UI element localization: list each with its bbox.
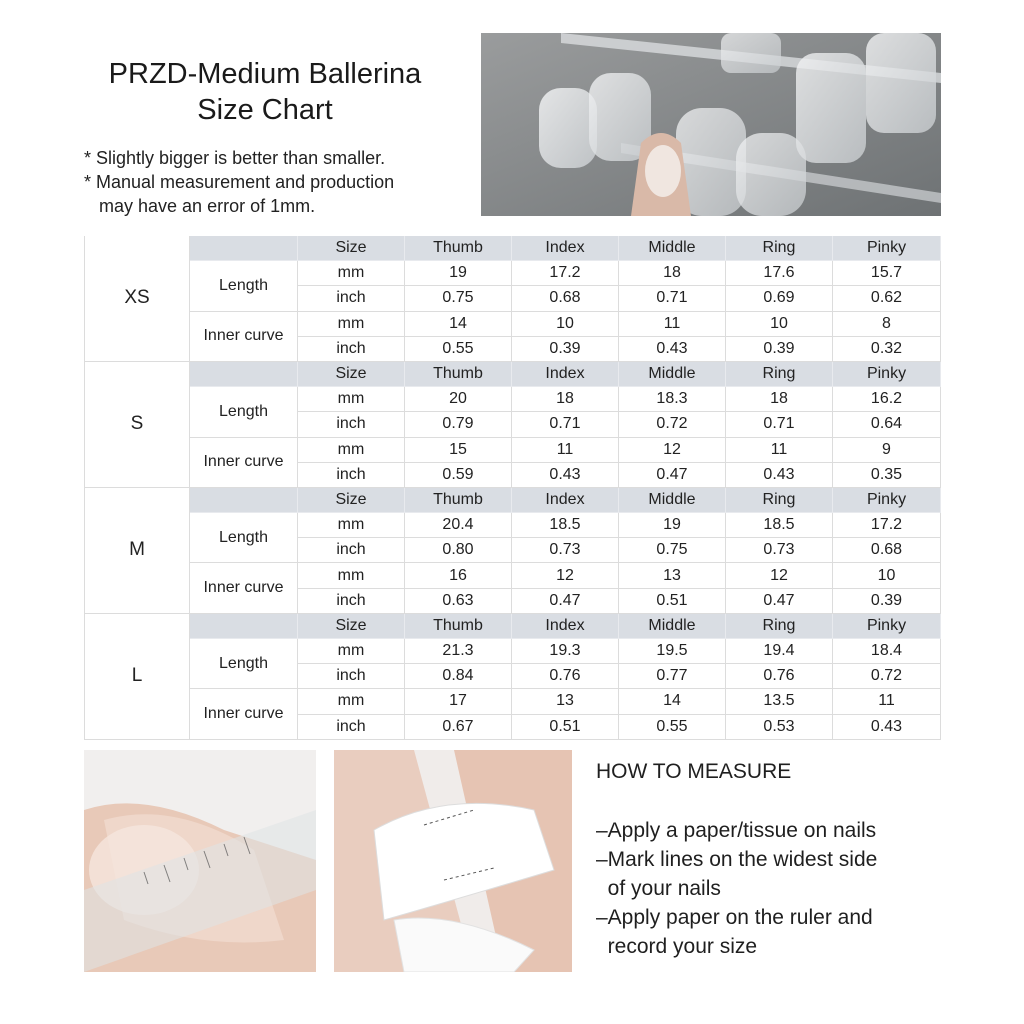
table-cell: 0.59 (405, 463, 512, 488)
header-cell: Pinky (833, 362, 941, 387)
table-cell: 0.71 (512, 412, 619, 437)
table-cell: 0.39 (512, 337, 619, 362)
how-to-measure-steps (596, 816, 877, 961)
step-line: –Mark lines on the widest side (596, 848, 878, 871)
row-label-inner-curve: Inner curve (190, 438, 298, 488)
table-cell: 11 (833, 689, 941, 714)
header-cell: Index (512, 614, 619, 639)
header-cell: Pinky (833, 488, 941, 513)
table-cell: 19 (619, 513, 726, 538)
size-table (84, 236, 941, 740)
table-cell: 16.2 (833, 387, 941, 412)
table-cell: 0.75 (405, 286, 512, 311)
table-cell: 0.68 (512, 286, 619, 311)
table-cell: 0.76 (726, 664, 833, 689)
step-line: –Apply paper on the ruler and (596, 906, 873, 929)
header-cell: Size (298, 488, 405, 513)
header-cell: Middle (619, 236, 726, 261)
size-label: S (84, 362, 190, 488)
table-cell: 12 (726, 563, 833, 588)
table-cell: 0.77 (619, 664, 726, 689)
header-blank-cell (190, 236, 298, 261)
title-line-2: Size Chart (197, 94, 333, 126)
table-cell: 0.79 (405, 412, 512, 437)
table-cell: 0.72 (619, 412, 726, 437)
header-cell: Middle (619, 362, 726, 387)
table-cell: 0.71 (619, 286, 726, 311)
header-blank-cell (190, 614, 298, 639)
table-cell: 17.6 (726, 261, 833, 286)
table-cell: 13 (619, 563, 726, 588)
press-on-nails-photo (481, 33, 941, 216)
table-cell: 0.43 (833, 715, 941, 740)
row-label-inner-curve: Inner curve (190, 689, 298, 739)
table-cell: 0.39 (726, 337, 833, 362)
table-cell: 0.75 (619, 538, 726, 563)
table-cell: 0.47 (512, 589, 619, 614)
header-cell: Index (512, 488, 619, 513)
header-cell: Index (512, 362, 619, 387)
table-cell: 19.4 (726, 639, 833, 664)
table-cell: inch (298, 589, 405, 614)
table-cell: 11 (726, 438, 833, 463)
table-cell: 10 (512, 312, 619, 337)
step-line: –Apply a paper/tissue on nails (596, 819, 877, 842)
size-label: L (84, 614, 190, 740)
table-cell: inch (298, 463, 405, 488)
table-cell: 17.2 (512, 261, 619, 286)
header-cell: Index (512, 236, 619, 261)
header-cell: Ring (726, 614, 833, 639)
table-cell: 0.53 (726, 715, 833, 740)
row-label-length: Length (190, 639, 298, 689)
table-cell: 17.2 (833, 513, 941, 538)
table-cell: inch (298, 412, 405, 437)
table-cell: 0.51 (512, 715, 619, 740)
table-cell: 0.84 (405, 664, 512, 689)
table-cell: 16 (405, 563, 512, 588)
table-cell: 11 (512, 438, 619, 463)
table-cell: 0.72 (833, 664, 941, 689)
table-cell: 19.3 (512, 639, 619, 664)
table-cell: 19 (405, 261, 512, 286)
header-cell: Size (298, 362, 405, 387)
row-label-inner-curve: Inner curve (190, 312, 298, 362)
table-cell: 0.43 (726, 463, 833, 488)
table-cell: 9 (833, 438, 941, 463)
table-cell: 0.47 (726, 589, 833, 614)
header-cell: Ring (726, 236, 833, 261)
note-line: may have an error of 1mm. (84, 196, 316, 216)
table-cell: 18 (512, 387, 619, 412)
note-line: * Slightly bigger is better than smaller. (84, 148, 386, 168)
table-cell: 0.69 (726, 286, 833, 311)
header-cell: Pinky (833, 236, 941, 261)
table-cell: 0.64 (833, 412, 941, 437)
step-line: of your nails (596, 877, 721, 900)
table-cell: inch (298, 337, 405, 362)
table-cell: 0.73 (726, 538, 833, 563)
header-cell: Thumb (405, 614, 512, 639)
table-cell: inch (298, 715, 405, 740)
table-cell: 12 (512, 563, 619, 588)
table-cell: 0.73 (512, 538, 619, 563)
header-blank-cell (190, 362, 298, 387)
table-cell: 13.5 (726, 689, 833, 714)
tissue-marking-photo (334, 750, 572, 972)
table-cell: 10 (726, 312, 833, 337)
header-cell: Thumb (405, 236, 512, 261)
table-cell: 0.43 (619, 337, 726, 362)
table-cell: 17 (405, 689, 512, 714)
notes (84, 146, 484, 218)
table-cell: 8 (833, 312, 941, 337)
table-cell: inch (298, 286, 405, 311)
row-label-length: Length (190, 387, 298, 437)
header-cell: Ring (726, 362, 833, 387)
header-cell: Thumb (405, 488, 512, 513)
table-cell: 18.5 (726, 513, 833, 538)
header-cell: Ring (726, 488, 833, 513)
table-cell: mm (298, 261, 405, 286)
table-cell: 19.5 (619, 639, 726, 664)
header-cell: Thumb (405, 362, 512, 387)
table-cell: 12 (619, 438, 726, 463)
table-cell: 0.43 (512, 463, 619, 488)
ruler-measure-photo (84, 750, 316, 972)
header-cell: Middle (619, 488, 726, 513)
table-cell: mm (298, 387, 405, 412)
size-label: XS (84, 236, 190, 362)
table-cell: 0.35 (833, 463, 941, 488)
table-cell: 18.3 (619, 387, 726, 412)
title-line-1: PRZD-Medium Ballerina (108, 58, 422, 90)
table-cell: 21.3 (405, 639, 512, 664)
header-blank-cell (190, 488, 298, 513)
table-cell: inch (298, 664, 405, 689)
table-cell: 0.71 (726, 412, 833, 437)
row-label-inner-curve: Inner curve (190, 563, 298, 613)
table-cell: 0.39 (833, 589, 941, 614)
table-cell: 13 (512, 689, 619, 714)
table-cell: mm (298, 438, 405, 463)
how-to-measure-title: HOW TO MEASURE (596, 760, 792, 783)
table-cell: 20.4 (405, 513, 512, 538)
table-cell: 14 (405, 312, 512, 337)
table-cell: 18.4 (833, 639, 941, 664)
table-cell: 20 (405, 387, 512, 412)
table-cell: 0.51 (619, 589, 726, 614)
table-cell: 15 (405, 438, 512, 463)
table-cell: mm (298, 563, 405, 588)
header-cell: Size (298, 236, 405, 261)
table-cell: 0.80 (405, 538, 512, 563)
row-label-length: Length (190, 513, 298, 563)
table-cell: 0.55 (405, 337, 512, 362)
table-cell: 0.76 (512, 664, 619, 689)
note-line: * Manual measurement and production (84, 172, 395, 192)
table-cell: mm (298, 639, 405, 664)
size-label: M (84, 488, 190, 614)
step-line: record your size (596, 935, 758, 958)
table-cell: 0.67 (405, 715, 512, 740)
chart-title (60, 56, 470, 128)
table-cell: 18 (619, 261, 726, 286)
table-cell: 0.55 (619, 715, 726, 740)
header-cell: Middle (619, 614, 726, 639)
table-cell: 11 (619, 312, 726, 337)
table-cell: 0.62 (833, 286, 941, 311)
table-cell: 15.7 (833, 261, 941, 286)
table-cell: 18 (726, 387, 833, 412)
header-cell: Pinky (833, 614, 941, 639)
table-cell: 0.32 (833, 337, 941, 362)
table-cell: 18.5 (512, 513, 619, 538)
table-cell: 0.47 (619, 463, 726, 488)
table-cell: inch (298, 538, 405, 563)
table-cell: mm (298, 689, 405, 714)
table-cell: mm (298, 312, 405, 337)
table-cell: mm (298, 513, 405, 538)
table-cell: 0.68 (833, 538, 941, 563)
table-cell: 0.63 (405, 589, 512, 614)
header-cell: Size (298, 614, 405, 639)
row-label-length: Length (190, 261, 298, 311)
table-cell: 14 (619, 689, 726, 714)
table-cell: 10 (833, 563, 941, 588)
